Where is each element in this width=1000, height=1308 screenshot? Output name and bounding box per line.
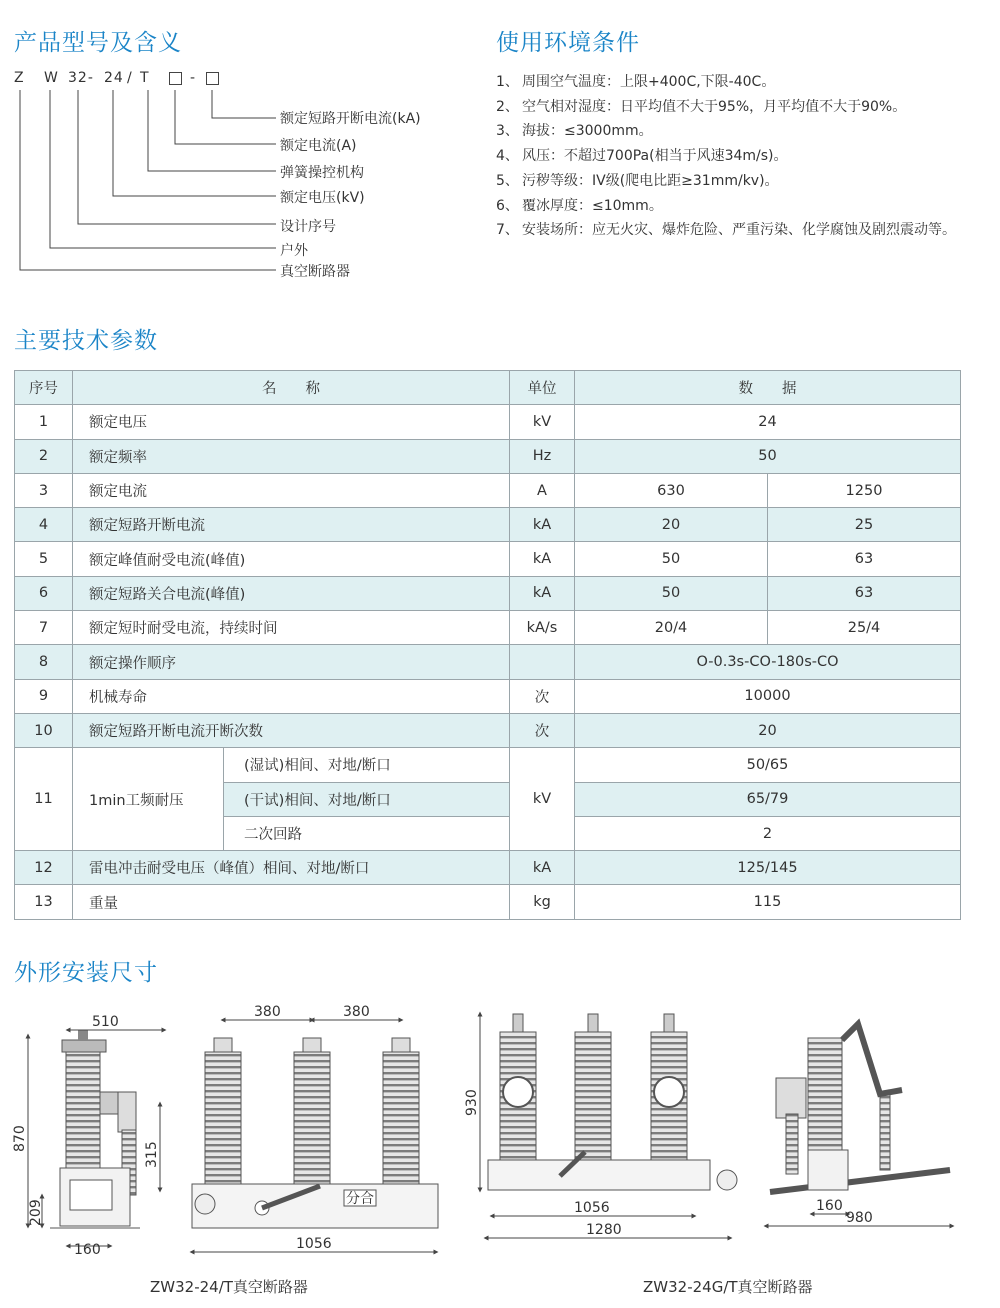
table-row: (干试)相间、对地/断口 65/79	[15, 782, 961, 816]
dim-315: 315	[144, 1141, 160, 1168]
code-slash: /	[127, 70, 133, 86]
table-row: 7 额定短时耐受电流，持续时间 kA/s 20/4 25/4	[15, 611, 961, 645]
table-row: 10 额定短路开断电流开断次数 次 20	[15, 713, 961, 747]
spec-section-title: 主要技术参数	[14, 328, 158, 354]
dim-510: 510	[92, 1014, 119, 1030]
meaning-rated-voltage: 额定电压(kV)	[280, 190, 365, 206]
env-section-title: 使用环境条件	[496, 30, 640, 56]
dim-160: 160	[74, 1242, 101, 1258]
code-z: Z	[14, 70, 25, 86]
code-voltage: 24	[104, 70, 124, 86]
meaning-spring-mechanism: 弹簧操控机构	[280, 165, 364, 181]
caption-zw32-24t: ZW32-24/T真空断路器	[150, 1278, 308, 1296]
dim-870: 870	[12, 1125, 28, 1152]
env-item: 6、 覆冰厚度：≤10mm。	[496, 197, 663, 214]
environment-list	[496, 70, 976, 243]
env-item: 1、 周围空气温度：上限+400C,下限-40C。	[496, 74, 776, 90]
header-data: 数 据	[575, 371, 961, 405]
env-item: 7、 安装场所：应无火灾、爆炸危险、严重污染、化学腐蚀及剧烈震动等。	[496, 222, 956, 239]
dimension-drawings	[0, 1000, 1000, 1308]
env-item: 4、 风压：不超过700Pa(相当于风速34m/s)。	[496, 148, 788, 165]
dim-930: 930	[464, 1089, 480, 1116]
spec-table	[14, 370, 961, 920]
env-item: 3、 海拔：≤3000mm。	[496, 123, 653, 140]
header-name: 名 称	[73, 371, 510, 405]
table-row: 12 雷电冲击耐受电压（峰值）相间、对地/断口 kA 125/145	[15, 851, 961, 885]
drawings-svg	[0, 1000, 1000, 1308]
meaning-breaking-current: 额定短路开断电流(kA)	[280, 111, 421, 127]
table-row: 二次回路 2	[15, 816, 961, 850]
env-item: 2、 空气相对湿度：日平均值不大于95%，月平均值不大于90%。	[496, 98, 907, 115]
code-leader-lines	[14, 66, 484, 286]
table-row: 13 重量 kg 115	[15, 885, 961, 919]
caption-zw32-24gt: ZW32-24G/T真空断路器	[643, 1278, 813, 1296]
dim-1056-g: 1056	[574, 1200, 610, 1216]
meaning-rated-current: 额定电流(A)	[280, 138, 357, 154]
dim-980: 980	[846, 1210, 873, 1226]
dim-380-left: 380	[254, 1004, 281, 1020]
table-row: 11 1min工频耐压 (湿试)相间、对地/断口 kV 50/65	[15, 748, 961, 782]
dim-209: 209	[28, 1199, 44, 1226]
drawing-side-view	[12, 1014, 164, 1258]
drawing-front-view	[192, 1004, 438, 1252]
table-row: 4 额定短路开断电流 kA 20 25	[15, 508, 961, 542]
meaning-vacuum-breaker: 真空断路器	[280, 264, 350, 280]
dims-section-title: 外形安装尺寸	[14, 960, 158, 986]
code-t: T	[140, 70, 150, 86]
drawing-g-side-view	[766, 1024, 952, 1226]
table-row: 1 额定电压 kV 24	[15, 405, 961, 439]
meaning-design-no: 设计序号	[280, 219, 336, 235]
table-row: 2 额定频率 Hz 50	[15, 439, 961, 473]
code-dash: -	[190, 70, 197, 86]
table-row: 5 额定峰值耐受电流(峰值) kA 50 63	[15, 542, 961, 576]
table-row: 9 机械寿命 次 10000	[15, 679, 961, 713]
env-item: 5、 污秽等级：IV级(爬电比距≥31mm/kv)。	[496, 172, 779, 189]
header-no: 序号	[15, 371, 73, 405]
table-row: 3 额定电流 A 630 1250	[15, 473, 961, 507]
dim-160-g: 160	[816, 1198, 843, 1214]
dim-label-open-close: 分合	[346, 1191, 374, 1207]
dim-380-right: 380	[343, 1004, 370, 1020]
table-header-row	[15, 371, 961, 405]
model-code-diagram	[14, 66, 484, 286]
code-series: 32-	[68, 70, 94, 86]
code-w: W	[44, 70, 59, 86]
header-unit: 单位	[510, 371, 575, 405]
model-section-title: 产品型号及含义	[14, 30, 182, 56]
dim-1056-front: 1056	[296, 1236, 332, 1252]
table-row: 6 额定短路关合电流(峰值) kA 50 63	[15, 576, 961, 610]
table-row: 8 额定操作顺序 O-0.3s-CO-180s-CO	[15, 645, 961, 679]
meaning-outdoor: 户外	[280, 243, 308, 259]
drawing-g-front-view	[464, 1014, 737, 1238]
dim-1280: 1280	[586, 1222, 622, 1238]
